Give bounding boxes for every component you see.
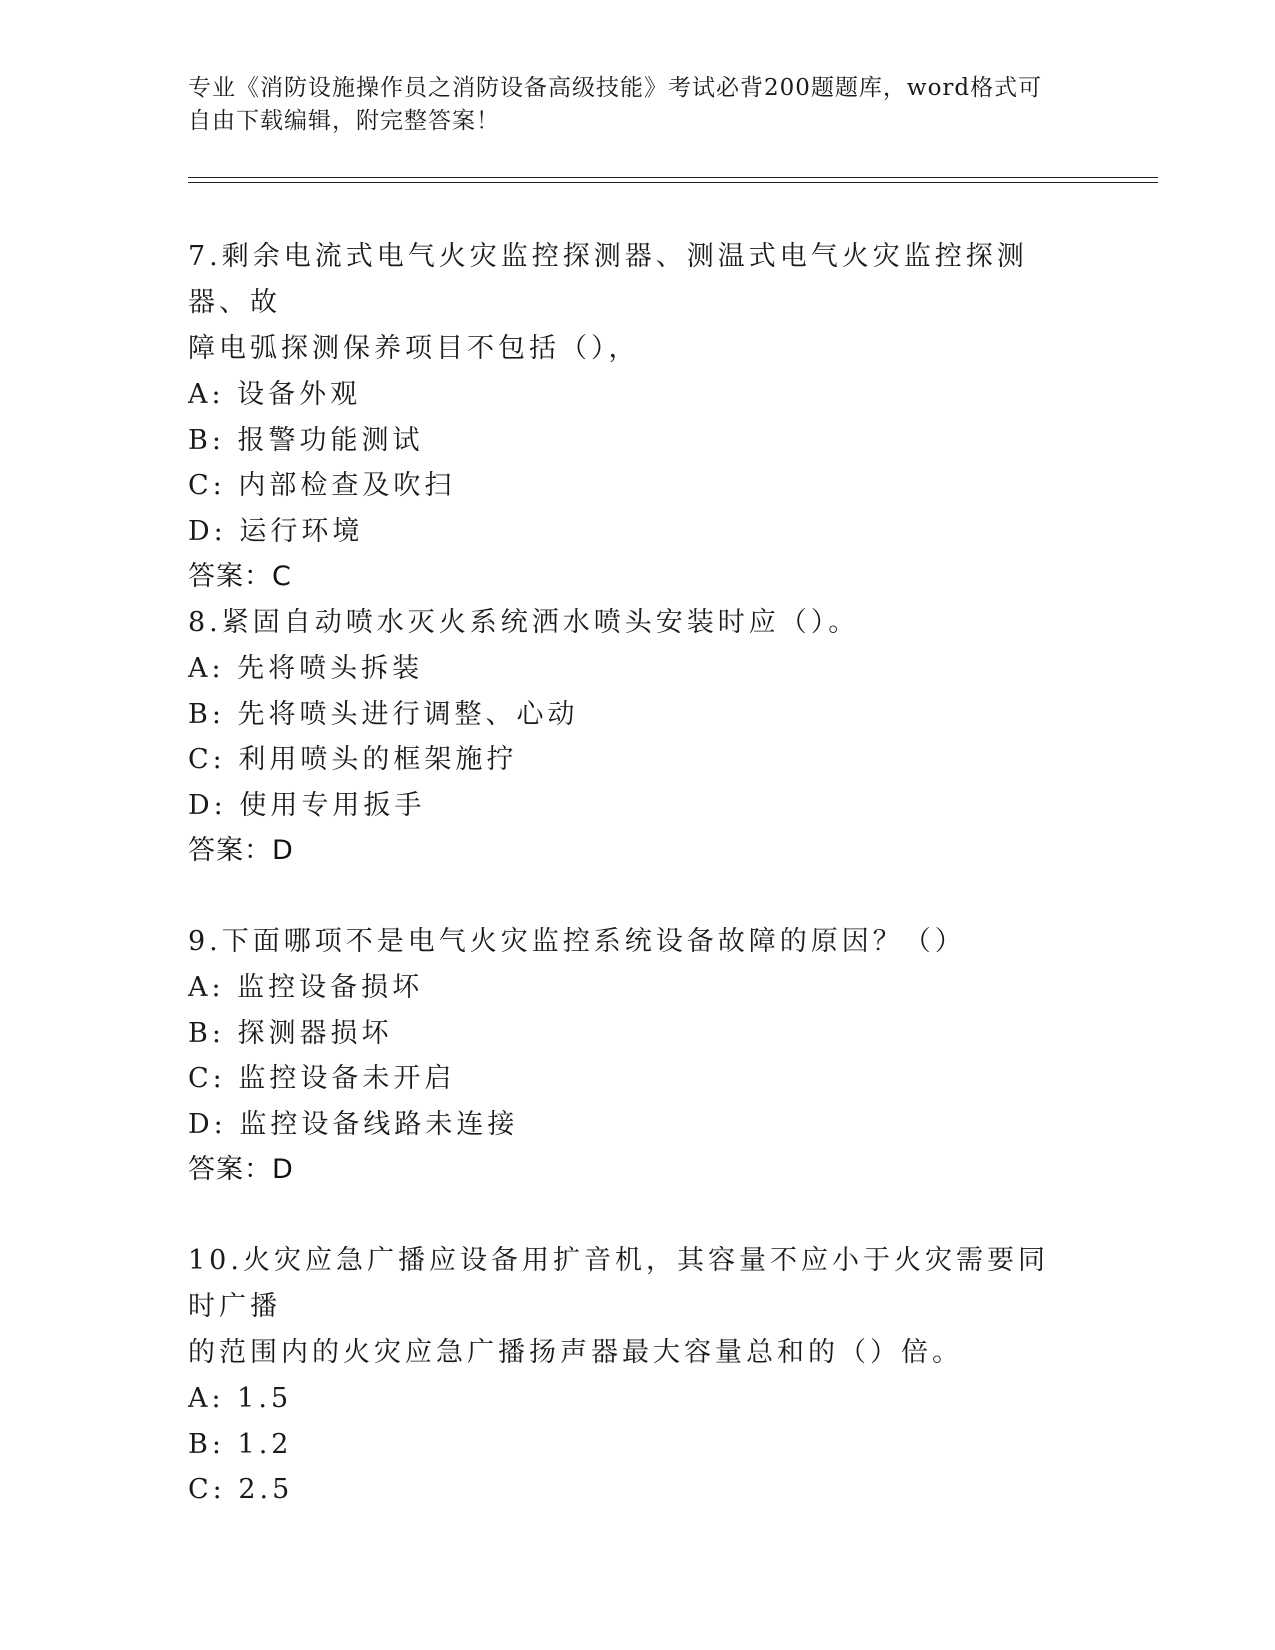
question-stem-line: 10.火灾应急广播应设备用扩音机，其容量不应小于火灾需要同时广播 bbox=[188, 1245, 1049, 1322]
option-b: B: 报警功能测试 bbox=[188, 424, 424, 456]
document-header bbox=[188, 72, 1068, 138]
option-a: A: 先将喷头拆装 bbox=[188, 653, 424, 684]
option-b: B: 先将喷头进行调整、心动 bbox=[188, 698, 579, 730]
option-a: A: 设备外观 bbox=[188, 379, 362, 410]
question-8 bbox=[188, 600, 1078, 874]
option-d: D: 使用专用扳手 bbox=[188, 789, 426, 821]
question-stem-line: 障电弧探测保养项目不包括（）， bbox=[188, 333, 640, 364]
question-stem-line: 7.剩余电流式电气火灾监控探测器、测温式电气火灾监控探测器、故 bbox=[188, 241, 1028, 318]
option-c: C: 利用喷头的框架施拧 bbox=[188, 744, 518, 775]
answer-label: 答案：D bbox=[188, 835, 294, 866]
answer-label: 答案：D bbox=[188, 1154, 294, 1185]
question-stem-line: 8.紧固自动喷水灭火系统洒水喷头安装时应（）。 bbox=[188, 607, 860, 638]
question-10 bbox=[188, 1238, 1078, 1513]
question-stem-line: 9.下面哪项不是电气火灾监控系统设备故障的原因？（） bbox=[188, 926, 966, 957]
answer-label: 答案：C bbox=[188, 561, 292, 592]
option-b: B: 1.2 bbox=[188, 1428, 293, 1460]
option-c: C: 2.5 bbox=[188, 1474, 294, 1505]
option-b: B: 探测器损坏 bbox=[188, 1017, 393, 1049]
header-divider-top bbox=[188, 177, 1158, 178]
option-a: A: 1.5 bbox=[188, 1383, 293, 1414]
option-d: D: 运行环境 bbox=[188, 515, 364, 547]
option-c: C: 内部检查及吹扫 bbox=[188, 470, 456, 501]
header-line-2: 自由下载编辑，附完整答案！ bbox=[188, 108, 500, 134]
header-line-1: 专业《消防设施操作员之消防设备高级技能》考试必背200题题库，word格式可 bbox=[188, 75, 1043, 101]
question-9 bbox=[188, 919, 1078, 1193]
option-a: A: 监控设备损坏 bbox=[188, 972, 424, 1003]
option-c: C: 监控设备未开启 bbox=[188, 1063, 456, 1094]
question-stem-line: 的范围内的火灾应急广播扬声器最大容量总和的（）倍。 bbox=[188, 1337, 963, 1368]
header-divider-bottom bbox=[188, 182, 1158, 183]
option-d: D: 监控设备线路未连接 bbox=[188, 1108, 519, 1140]
question-7 bbox=[188, 234, 1078, 600]
